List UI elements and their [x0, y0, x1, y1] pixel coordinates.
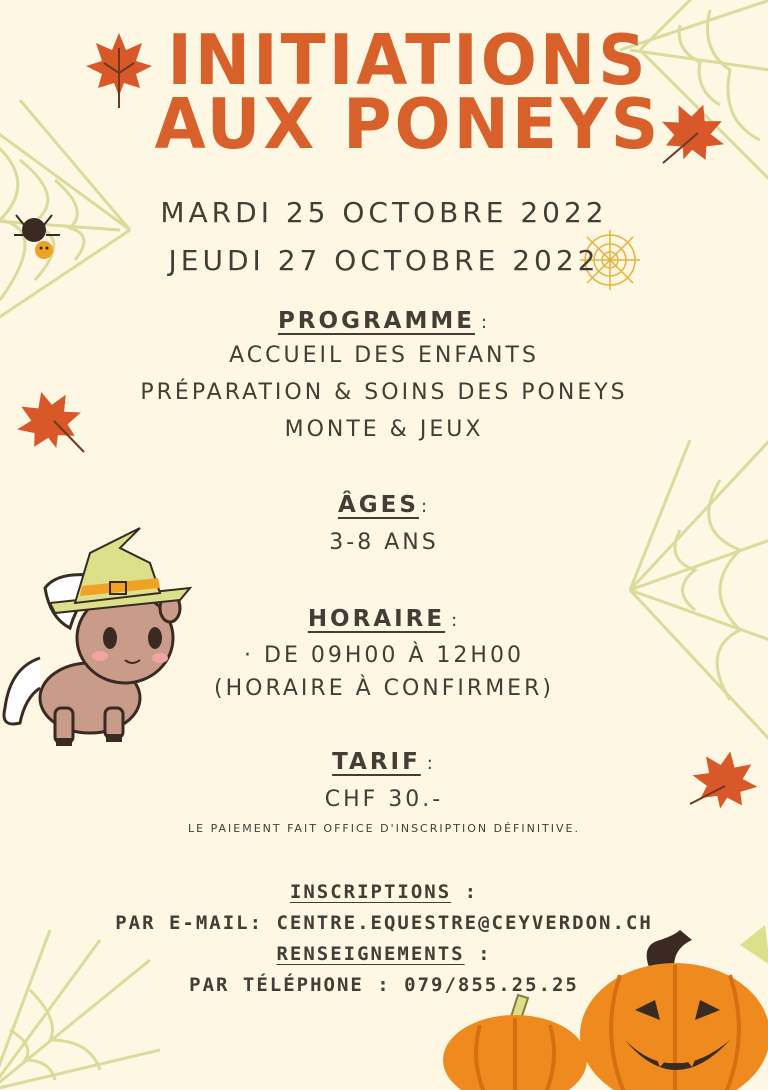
- horaire-note: (HORAIRE À CONFIRMER): [214, 676, 554, 701]
- inscriptions-heading: INSCRIPTIONS: [289, 881, 452, 903]
- ages-value: 3-8 ANS: [329, 530, 439, 555]
- date-2: JEUDI 27 OCTOBRE 2022: [168, 244, 600, 277]
- title-line-2: AUX PONEYS: [154, 84, 662, 165]
- programme-colon: :: [480, 312, 491, 333]
- programme-item-3: MONTE & JEUX: [284, 417, 484, 442]
- programme-item-1: ACCUEIL DES ENFANTS: [229, 343, 539, 368]
- renseignements-colon: :: [464, 943, 492, 965]
- ages-heading-row: [0, 492, 768, 518]
- date-1: MARDI 25 OCTOBRE 2022: [160, 196, 608, 229]
- programme-item-2: PRÉPARATION & SOINS DES PONEYS: [140, 380, 628, 405]
- pumpkin-icon: [440, 990, 590, 1090]
- horaire-heading: HORAIRE: [307, 606, 446, 632]
- ages-heading: ÂGES: [337, 492, 419, 518]
- renseignements-heading: RENSEIGNEMENTS: [276, 943, 465, 965]
- tarif-note: LE PAIEMENT FAIT OFFICE D'INSCRIPTION DÉFINITIVE.: [188, 822, 580, 835]
- renseignements-heading-row: [0, 943, 768, 965]
- horaire-time: · DE 09H00 À 12H00: [244, 643, 524, 668]
- title-line-1: INITIATIONS: [167, 20, 649, 101]
- tarif-heading: TARIF: [332, 749, 421, 775]
- tarif-price: CHF 30.-: [324, 787, 444, 812]
- ages-colon: :: [420, 496, 431, 517]
- tarif-heading-row: [0, 749, 768, 775]
- phone-line: PAR TÉLÉPHONE : 079/855.25.25: [189, 974, 579, 996]
- programme-heading-row: [0, 308, 768, 334]
- email-line: PAR E-MAIL: CENTRE.EQUESTRE@CEYVERDON.CH: [115, 912, 653, 934]
- horaire-heading-row: [0, 606, 768, 632]
- programme-heading: PROGRAMME: [277, 308, 475, 334]
- inscriptions-heading-row: [0, 881, 768, 903]
- inscriptions-colon: :: [451, 881, 479, 903]
- tarif-colon: :: [426, 753, 436, 774]
- horaire-colon: :: [451, 610, 461, 631]
